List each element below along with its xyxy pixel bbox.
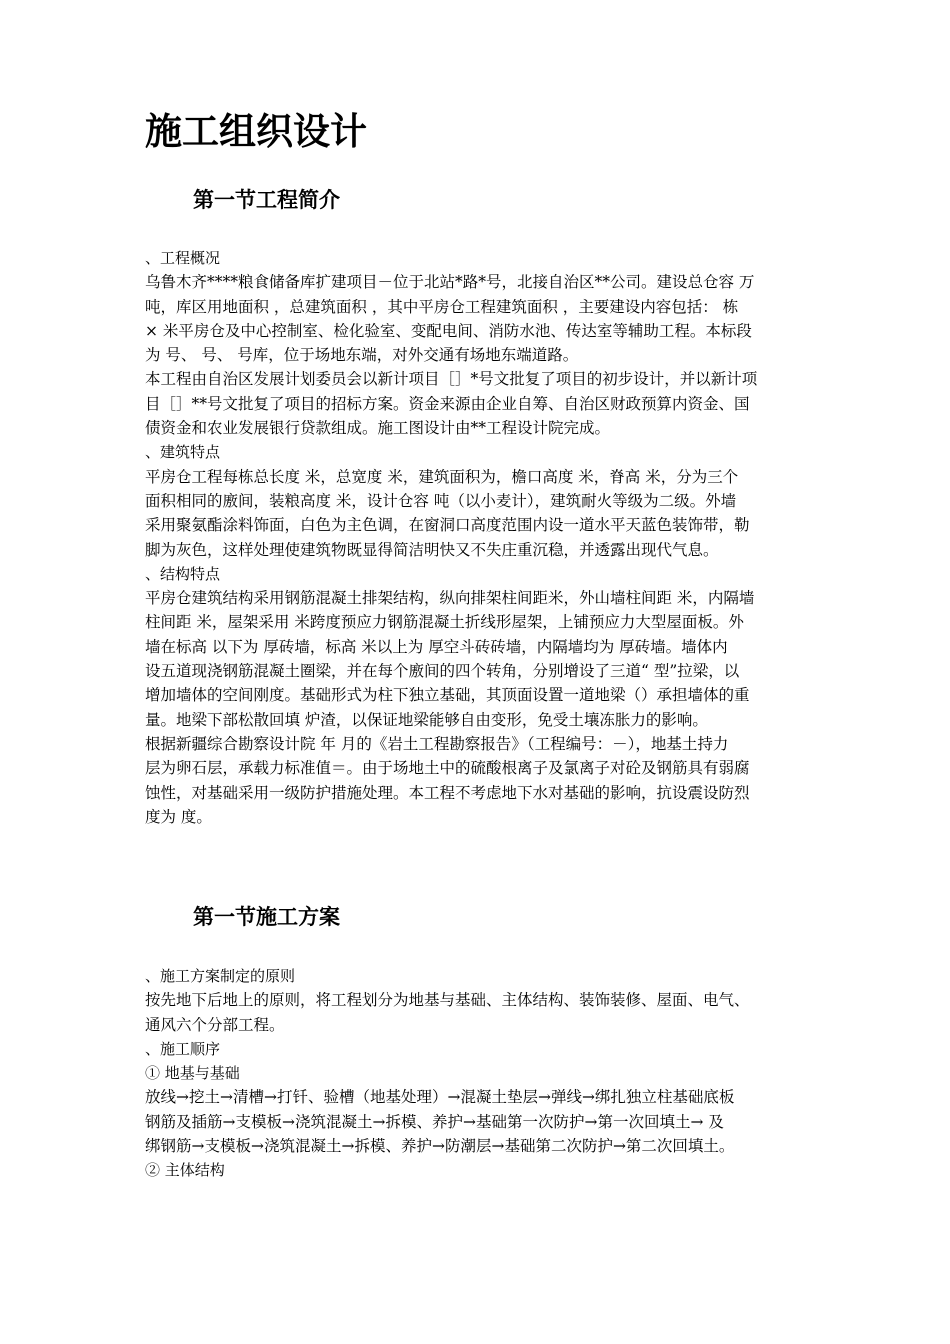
section-heading-project-overview: 第一节工程简介 xyxy=(193,187,340,212)
paragraph-line: 钢筋及插筋→支模板→浇筑混凝土→拆模、养护→基础第一次防护→第一次回填土→ 及 xyxy=(145,1112,724,1131)
paragraph-line: 吨，库区用地面积 ，总建筑面积 ，其中平房仓工程建筑面积 ，主要建设内容包括： 栋 xyxy=(145,297,739,316)
subheading-main-structure: ② 主体结构 xyxy=(145,1161,225,1180)
paragraph-line: 增加墙体的空间刚度。基础形式为柱下独立基础，其顶面设置一道地梁（）承担墙体的重 xyxy=(145,686,750,705)
paragraph-line: 平房仓建筑结构采用钢筋混凝土排架结构，纵向排架柱间距米，外山墙柱间距 米，内隔墙 xyxy=(145,589,755,608)
paragraph-line: 柱间距 米，屋架采用 米跨度预应力钢筋混凝土折线形屋架，上铺预应力大型屋面板。外 xyxy=(145,613,744,632)
document-title: 施工组织设计 xyxy=(145,109,367,153)
paragraph-line: 脚为灰色，这样处理使建筑物既显得简洁明快又不失庄重沉稳，并透露出现代气息。 xyxy=(145,540,719,559)
paragraph-line: 平房仓工程每栋总长度 米，总宽度 米，建筑面积为，檐口高度 米，脊高 米，分为三个 xyxy=(145,467,739,486)
paragraph-line: 通风六个分部工程。 xyxy=(145,1015,285,1034)
paragraph-line: 度为 度。 xyxy=(145,807,212,826)
section-body-project-overview xyxy=(145,246,813,829)
paragraph-line: 量。地梁下部松散回填 炉渣，以保证地梁能够自由变形，免受土壤冻胀力的影响。 xyxy=(145,710,708,729)
paragraph-line: 蚀性，对基础采用一级防护措施处理。本工程不考虑地下水对基础的影响，抗设震设防烈 xyxy=(145,783,750,802)
section-heading-construction-plan: 第一节施工方案 xyxy=(193,904,340,929)
paragraph-line: 债资金和农业发展银行贷款组成。施工图设计由**工程设计院完成。 xyxy=(145,419,611,438)
paragraph-line: 放线→挖土→清槽→打钎、验槽（地基处理）→混凝土垫层→弹线→绑扎独立柱基础底板 xyxy=(145,1088,735,1107)
paragraph-line: 层为卵石层，承载力标准值＝。由于场地土中的硫酸根离子及氯离子对砼及钢筋具有弱腐 xyxy=(145,759,750,778)
subheading-architecture: 、建筑特点 xyxy=(145,443,221,462)
paragraph-line: 乌鲁木齐****粮食储备库扩建项目－位于北站*路*号，北接自治区**公司。建设总仓容 万 xyxy=(145,273,755,292)
paragraph-line: 采用聚氨酯涂料饰面，白色为主色调，在窗洞口高度范围内设一道水平天蓝色装饰带，勒 xyxy=(145,516,750,535)
subheading-construction-sequence: 、施工顺序 xyxy=(145,1039,221,1058)
subheading-project-overview: 、工程概况 xyxy=(145,249,221,267)
paragraph-line: 目［］**号文批复了项目的招标方案。资金来源由企业自筹、自治区财政预算内资金、国 xyxy=(145,394,750,413)
paragraph-line: 绑钢筋→支模板→浇筑混凝土→拆模、养护→防潮层→基础第二次防护→第二次回填土。 xyxy=(145,1137,735,1156)
paragraph-line: 墙在标高 以下为 厚砖墙，标高 米以上为 厚空斗砖砖墙，内隔墙均为 厚砖墙。墙体内 xyxy=(145,637,728,656)
paragraph-line: 为 号、 号、 号库，位于场地东端，对外交通有场地东端道路。 xyxy=(145,346,579,365)
paragraph-line: 面积相同的廒间，装粮高度 米，设计仓容 吨（以小麦计），建筑耐火等级为二级。外墙 xyxy=(145,491,737,510)
subheading-plan-principles: 、施工方案制定的原则 xyxy=(145,967,296,985)
paragraph-line: 按先地下后地上的原则，将工程划分为地基与基础、主体结构、装饰装修、屋面、电气、 xyxy=(145,991,750,1010)
paragraph-line: × 米平房仓及中心控制室、检化验室、变配电间、消防水池、传达室等辅助工程。本标段 xyxy=(145,321,752,340)
paragraph-line: 本工程由自治区发展计划委员会以新计项目［］*号文批复了项目的初步设计，并以新计项 xyxy=(145,370,758,389)
paragraph-line: 根据新疆综合勘察设计院 年 月的《岩土工程勘察报告》（工程编号：－），地基土持力 xyxy=(145,734,729,753)
section-body-construction-plan xyxy=(145,964,813,1183)
subheading-foundation: ① 地基与基础 xyxy=(145,1064,240,1083)
subheading-structure: 、结构特点 xyxy=(145,564,221,583)
paragraph-line: 设五道现浇钢筋混凝土圈梁，并在每个廒间的四个转角，分别增设了三道“ 型”拉梁，以 xyxy=(145,662,740,681)
